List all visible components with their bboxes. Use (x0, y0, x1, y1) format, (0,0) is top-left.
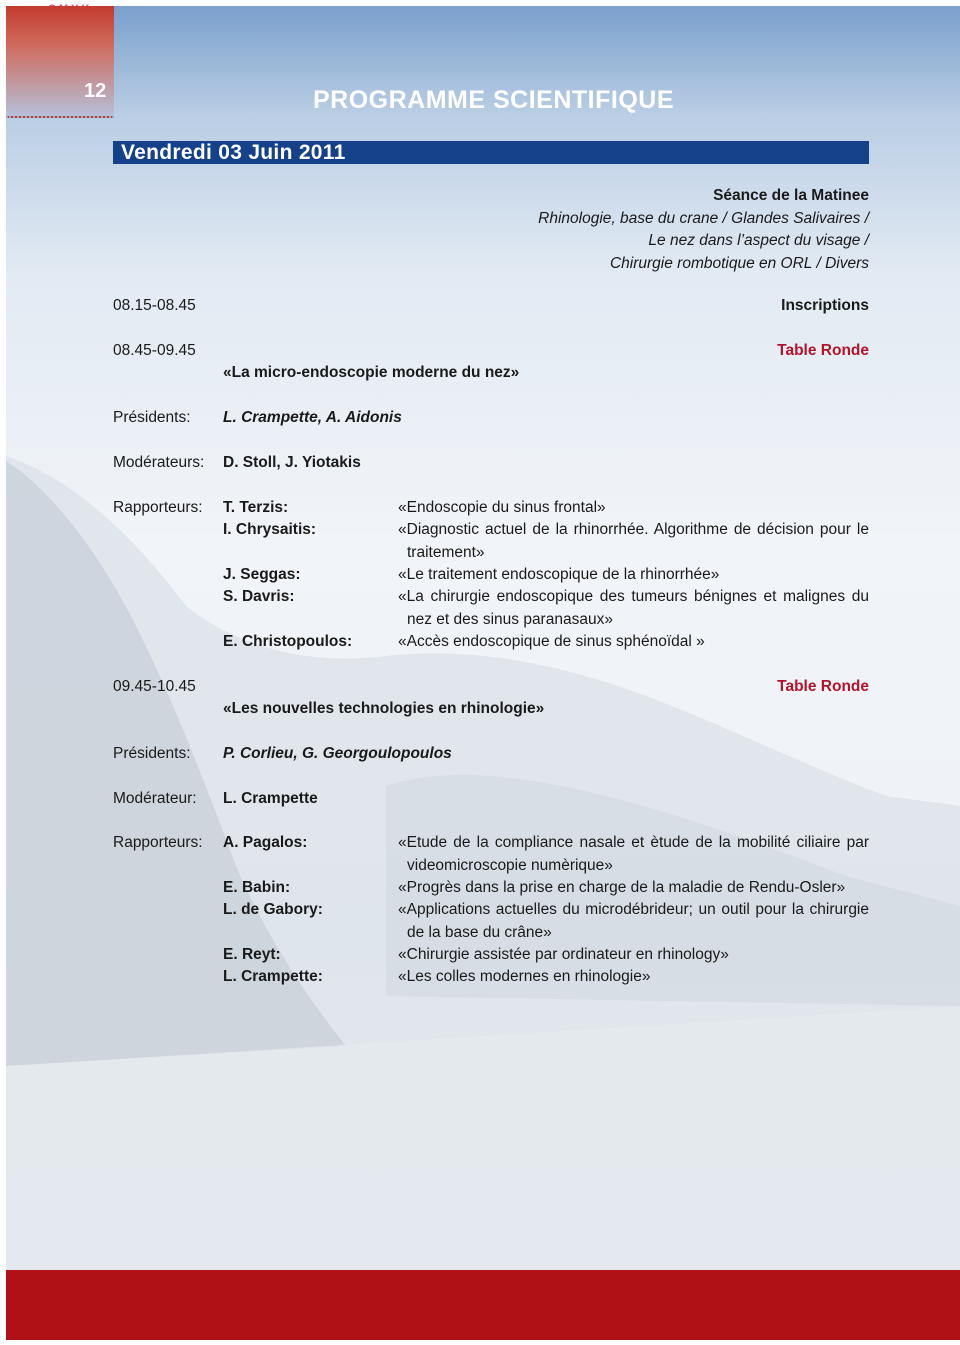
moderators-names: L. Crampette (223, 790, 318, 807)
talk-speaker: L. de Gabory: (223, 901, 323, 918)
talk-speaker: T. Terzis: (223, 499, 289, 516)
moderators-label: Modérateur: (113, 790, 197, 807)
talk-title: «Progrès dans la prise en charge de la maladie de Rendu-Osler» (398, 879, 846, 896)
presidents-label: Présidents: (113, 409, 191, 426)
seance-subtitle-line: Rhinologie, base du crane / Glandes Salivaires / (538, 209, 869, 227)
talk-title: «Accès endoscopique de sinus sphénoïdal » (398, 633, 705, 650)
session-title: «Les nouvelles technologies en rhinologie» (223, 700, 545, 717)
talk-speaker: E. Christopoulos: (223, 633, 353, 650)
talk-title: «Diagnostic actuel de la rhinorrhée. Algorithme de décision pour le traitement» (398, 521, 869, 561)
talk-title: «Endoscopie du sinus frontal» (398, 499, 606, 516)
talk-speaker: I. Chrysaitis: (223, 521, 317, 538)
talk-speaker: J. Seggas: (223, 566, 301, 583)
page-number: 12 (84, 80, 107, 102)
footer-bar (6, 1270, 960, 1340)
talk-title: «Les colles modernes en rhinologie» (398, 968, 651, 985)
talk-speaker: L. Crampette: (223, 968, 323, 985)
seance-block (538, 185, 869, 275)
talk-title: «Le traitement endoscopique de la rhinorrhée» (398, 566, 720, 583)
session-time: 08.45-09.45 (113, 342, 196, 359)
seance-title: Séance de la Matinee (713, 187, 869, 204)
moderators-names: D. Stoll, J. Yiotakis (223, 454, 361, 471)
talk-speaker: S. Davris: (223, 588, 295, 605)
talk-speaker: E. Reyt: (223, 946, 281, 963)
seance-subtitle-line: Le nez dans l’aspect du visage / (648, 232, 869, 249)
presidents-names: P. Corlieu, G. Georgoulopoulos (223, 745, 452, 762)
session-type: Table Ronde (777, 678, 869, 695)
talk-title: «Applications actuelles du microdébrideur; un outil pour la chirurgie de la base du crâne» (398, 901, 869, 941)
talk-title: «Etude de la compliance nasale et ètude de la mobilité ciliaire par videomicroscopie numèrique» (398, 834, 869, 874)
presidents-names: L. Crampette, A. Aidonis (223, 409, 402, 426)
slot-label: Inscriptions (781, 297, 869, 314)
talk-speaker: E. Babin: (223, 879, 291, 896)
session-type: Table Ronde (777, 342, 869, 359)
session-title: «La micro-endoscopie moderne du nez» (223, 364, 520, 381)
session-time: 09.45-10.45 (113, 678, 196, 695)
talk-title: «Chirurgie assistée par ordinateur en rhinology» (398, 946, 729, 963)
seance-subtitle-line: Chirurgie rombotique en ORL / Divers (609, 254, 869, 272)
talk-speaker: A. Pagalos: (223, 834, 308, 851)
presidents-label: Présidents: (113, 745, 191, 762)
rapporteurs-label: Rapporteurs: (113, 499, 203, 516)
slot-time: 08.15-08.45 (113, 297, 196, 314)
page-title: PROGRAMME SCIENTIFIQUE (313, 86, 675, 114)
rapporteurs-label: Rapporteurs: (113, 834, 203, 851)
talk-title: «La chirurgie endoscopique des tumeurs bénignes et malignes du nez et des sinus paranasaux» (398, 588, 869, 628)
moderators-label: Modérateurs: (113, 454, 205, 471)
date-banner: Vendredi 03 Juin 2011 (113, 141, 869, 164)
